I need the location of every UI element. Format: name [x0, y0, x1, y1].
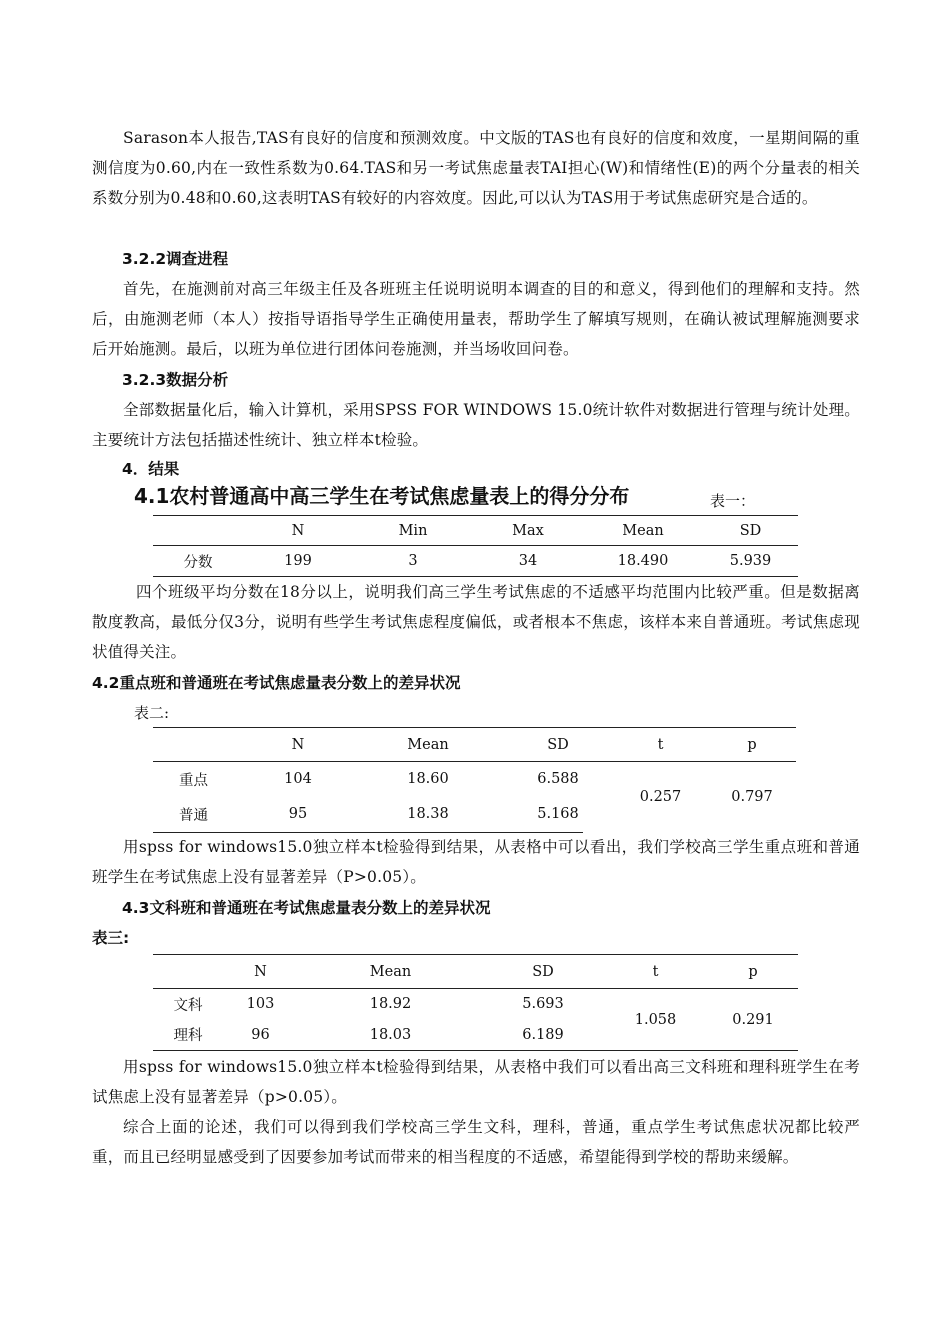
paragraph-score-distribution: 四个班级平均分数在18分以上，说明我们高三学生考试焦虑的不适感平均范围内比较严重。但是数据离散度教高，最低分仅3分，说明有些学生考试焦虑程度偏低，或者根本不焦虑，该样本来自普通班。考试焦虑现状值得关注。 — [92, 583, 860, 661]
table3-t-value: 1.058 — [634, 1011, 677, 1028]
table2-row2-n: 95 — [288, 806, 308, 822]
table2-header-p: p — [747, 736, 757, 753]
table2-p-value: 0.797 — [731, 788, 773, 805]
table1-cell-mean: 18.490 — [617, 553, 669, 569]
table3-header-sd: SD — [532, 963, 554, 980]
table2-row1-sd: 6.588 — [537, 771, 579, 788]
table2-row2-mean: 18.38 — [407, 806, 449, 822]
heading-4-results: 4．结果 — [122, 460, 180, 478]
table1-header-sd: SD — [739, 522, 762, 539]
paragraph-survey-process: 首先，在施测前对高三年级主任及各班班主任说明说明本调查的目的和意义，得到他们的理解和支持。然后，由施测老师（本人）按指导语指导学生正确使用量表，帮助学生了解填写规则，在确认被试理解施测要求后开始施测。最后，以班为单位进行团体问卷施测，并当场收回问卷。 — [92, 280, 860, 358]
table1-cell-n: 199 — [284, 553, 312, 569]
table2-header-sd: SD — [547, 736, 569, 753]
table2-t-value: 0.257 — [639, 788, 682, 805]
table3-p-value: 0.291 — [732, 1011, 774, 1028]
table3-row1-n: 103 — [246, 996, 275, 1013]
table3-header-p: p — [748, 963, 758, 980]
table2-row2-label: 普通 — [179, 807, 208, 824]
table1-header-max: Max — [512, 522, 544, 539]
heading-4-3: 4.3文科班和普通班在考试焦虑量表分数上的差异状况 — [122, 899, 491, 917]
table2-row1-mean: 18.60 — [407, 771, 449, 788]
table3-label: 表三: — [92, 929, 130, 947]
table2-header-t: t — [657, 736, 664, 753]
table3-header-n: N — [254, 963, 267, 980]
table3-header-mean: Mean — [369, 963, 412, 980]
table3-row2-label: 理科 — [173, 1028, 203, 1045]
table2-row1-label: 重点 — [179, 772, 208, 789]
table1-header-min: Min — [398, 522, 428, 539]
table1-header-mean: Mean — [622, 522, 664, 539]
table3-row2-mean: 18.03 — [369, 1026, 412, 1043]
table2-header-n: N — [291, 736, 305, 753]
paragraph-conclusion: 综合上面的论述，我们可以得到我们学校高三学生文科，理科，普通，重点学生考试焦虑状况都比较严重，而且已经明显感受到了因要参加考试而带来的相当程度的不适感，希望能得到学校的帮助来缓解。 — [92, 1118, 860, 1166]
table1-cell-max: 34 — [518, 553, 538, 569]
paragraph-table3-result: 用spss for windows15.0独立样本t检验得到结果，从表格中我们可以看出高三文科班和理科班学生在考试焦虑上没有显著差异（p>0.05）。 — [92, 1058, 860, 1106]
table3-row2-sd: 6.189 — [522, 1026, 564, 1043]
table3-header-row — [153, 955, 798, 989]
table1-header-blank — [153, 516, 243, 546]
table3-header-t: t — [652, 963, 659, 980]
heading-3-2-2: 3.2.2调查进程 — [122, 250, 229, 268]
table3-header-blank — [153, 955, 223, 989]
paragraph-tas-reliability: Sarason本人报告,TAS有良好的信度和预测效度。中文版的TAS也有良好的信度和效度，一星期间隔的重测信度为0.60,内在一致性系数为0.64.TAS和另一考试焦虑量表TAI担心(W)和情绪性(E)的两个分量表的相关系数分别为0.48和0.60,这表明TAS有较好的内容效度。因此,可以认为TAS用于考试焦虑研究是合适的。 — [92, 129, 860, 207]
heading-4-1: 4.1农村普通高中高三学生在考试焦虑量表上的得分分布 — [134, 484, 630, 508]
heading-3-2-3: 3.2.3数据分析 — [122, 371, 229, 389]
paragraph-table2-result: 用spss for windows15.0独立样本t检验得到结果，从表格中可以看出，我们学校高三学生重点班和普通班学生在考试焦虑上没有显著差异（P>0.05）。 — [92, 838, 860, 886]
table-row — [153, 762, 796, 797]
table3-row2-n: 96 — [251, 1026, 270, 1043]
table1-row-label: 分数 — [183, 554, 213, 571]
table3 — [153, 954, 798, 1051]
table2-header-mean: Mean — [407, 736, 449, 753]
table-row — [153, 546, 798, 577]
table-row — [153, 989, 798, 1020]
table1-cell-sd: 5.939 — [729, 553, 772, 569]
table1 — [153, 515, 798, 577]
table3-row1-sd: 5.693 — [522, 996, 564, 1013]
table2-header-row — [153, 728, 796, 762]
table2-header-blank — [153, 728, 243, 762]
table3-row1-mean: 18.92 — [369, 996, 412, 1013]
table2-label: 表二: — [134, 704, 170, 722]
heading-4-2: 4.2重点班和普通班在考试焦虑量表分数上的差异状况 — [92, 674, 461, 692]
table1-cell-min: 3 — [408, 553, 418, 569]
table1-label: 表一： — [710, 492, 756, 510]
table1-header-row — [153, 516, 798, 546]
table2 — [153, 727, 796, 832]
paragraph-data-analysis: 全部数据量化后，输入计算机，采用SPSS FOR WINDOWS 15.0统计软件对数据进行管理与统计处理。主要统计方法包括描述性统计、独立样本t检验。 — [92, 401, 860, 449]
table2-row2-sd: 5.168 — [537, 806, 579, 822]
table3-row1-label: 文科 — [173, 997, 203, 1014]
table2-row1-n: 104 — [284, 771, 312, 788]
table1-header-n: N — [291, 522, 305, 539]
